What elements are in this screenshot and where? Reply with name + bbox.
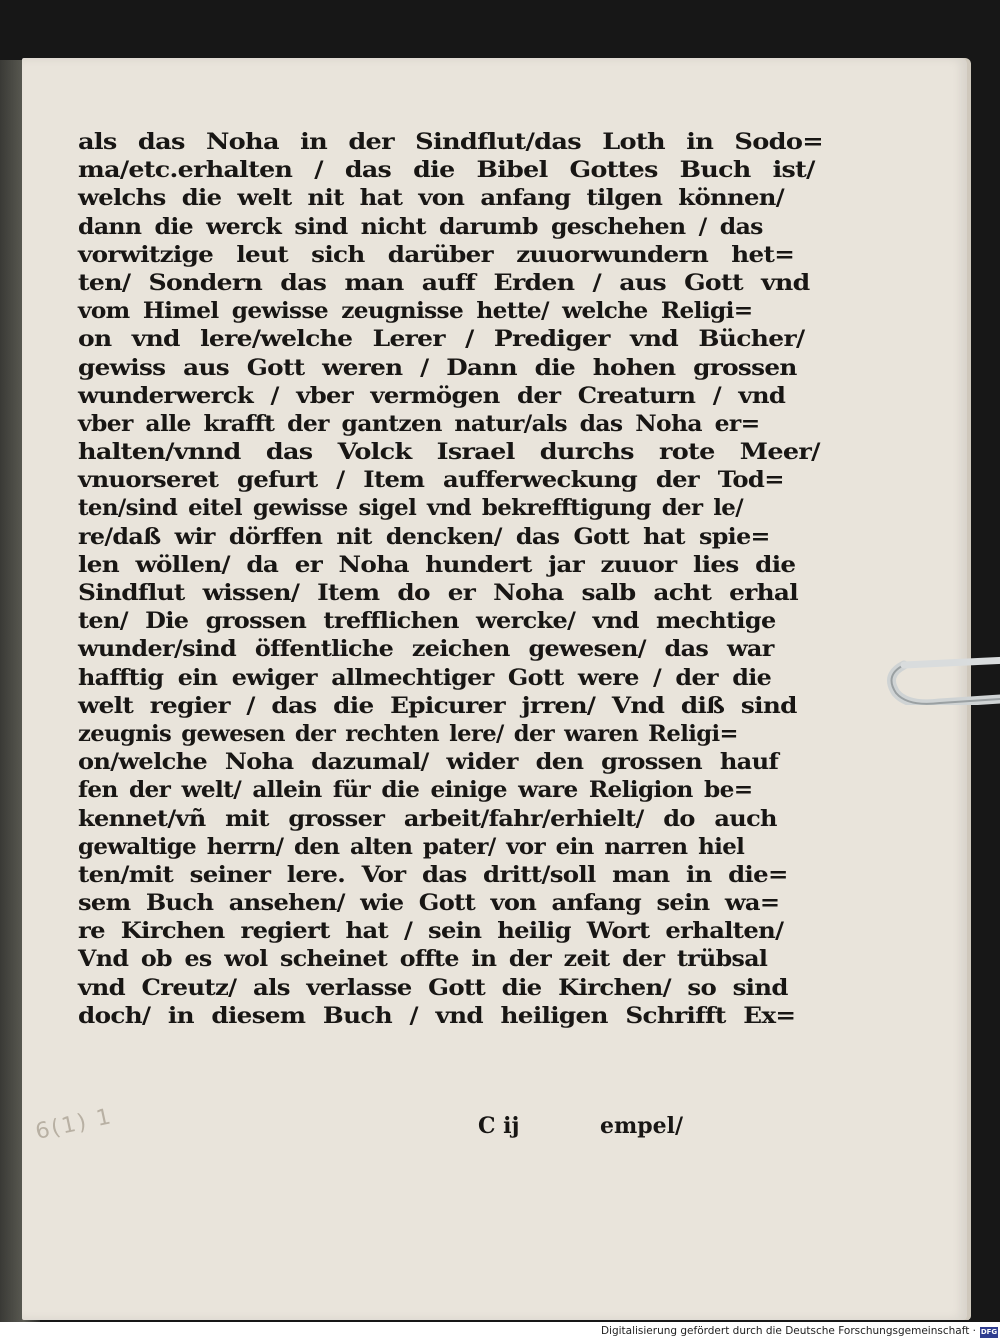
- page-footer-line: [478, 1113, 708, 1145]
- text-line: len wöllen/ da er Noha hundert jar zuuor lies die: [78, 551, 796, 578]
- catchword: empel/: [600, 1113, 684, 1139]
- text-line: ten/ Sondern das man auff Erden / aus Gott vnd: [78, 269, 810, 296]
- text-line: welt regier / das die Epicurer jrren/ Vnd diß sind: [78, 692, 797, 719]
- text-line: wunder/sind öffentliche zeichen gewesen/ das war: [78, 636, 774, 663]
- text-line: ma/etc.erhalten / das die Bibel Gottes Buch ist/: [78, 157, 815, 184]
- pencil-annotation: 6(1) 1: [33, 1104, 115, 1145]
- page-clip-icon: [880, 645, 1000, 705]
- text-line: ten/ Die grossen trefflichen wercke/ vnd mechtige: [78, 608, 776, 635]
- dfg-logo-icon: DFG: [980, 1328, 998, 1336]
- text-line: hafftig ein ewiger allmechtiger Gott were / der die: [78, 664, 772, 691]
- text-line: re/daß wir dörffen nit dencken/ das Gott hat spie=: [78, 523, 770, 550]
- page-text-block: [78, 128, 823, 1030]
- text-line: sem Buch ansehen/ wie Gott von anfang sein wa=: [78, 890, 780, 917]
- text-line: zeugnis gewesen der rechten lere/ der waren Religi=: [78, 720, 738, 747]
- footer-credit: Digitalisierung gefördert durch die Deutsche Forschungsgemeinschaft ·: [600, 1325, 976, 1337]
- text-line: wunderwerck / vber vermögen der Creaturn / vnd: [78, 382, 786, 409]
- text-line: on/welche Noha dazumal/ wider den grossen hauf: [78, 749, 779, 776]
- text-line: ten/sind eitel gewisse sigel vnd bekrefftigung der le/: [78, 495, 743, 522]
- text-line: welchs die welt nit hat von anfang tilgen können/: [78, 185, 784, 212]
- footer-bar: [0, 1322, 1000, 1342]
- text-line: halten/vnnd das Volck Israel durchs rote Meer/: [78, 439, 820, 466]
- text-line: gewaltige herrn/ den alten pater/ vor ein narren hiel: [78, 833, 745, 860]
- text-line: kennet/vñ mit grosser arbeit/fahr/erhielt/ do auch: [78, 805, 777, 832]
- text-line: vnuorseret gefurt / Item aufferweckung der Tod=: [78, 467, 784, 494]
- text-line: dann die werck sind nicht darumb geschehen / das: [78, 213, 763, 240]
- text-line: vber alle krafft der gantzen natur/als das Noha er=: [78, 410, 760, 437]
- text-line: vorwitzige leut sich darüber zuuorwundern het=: [78, 241, 795, 268]
- text-line: gewiss aus Gott weren / Dann die hohen grossen: [78, 354, 797, 381]
- text-line: Vnd ob es wol scheinet offte in der zeit der trübsal: [78, 946, 768, 973]
- text-line: ten/mit seiner lere. Vor das dritt/soll man in die=: [78, 861, 788, 888]
- text-line: Sindflut wissen/ Item do er Noha salb acht erhal: [78, 580, 798, 606]
- text-line: on vnd lere/welche Lerer / Prediger vnd Bücher/: [78, 326, 805, 353]
- text-line: doch/ in diesem Buch / vnd heiligen Schrifft Ex=: [78, 1002, 796, 1029]
- signature-mark: C ij: [478, 1113, 520, 1139]
- text-line: fen der welt/ allein für die einige ware Religion be=: [78, 777, 753, 804]
- text-line: vnd Creutz/ als verlasse Gott die Kirchen/ so sind: [78, 974, 788, 1001]
- text-line: als das Noha in der Sindflut/das Loth in Sodo=: [78, 129, 823, 155]
- text-line: vom Himel gewisse zeugnisse hette/ welche Religi=: [78, 298, 753, 325]
- text-line: re Kirchen regiert hat / sein heilig Wort erhalten/: [78, 918, 784, 945]
